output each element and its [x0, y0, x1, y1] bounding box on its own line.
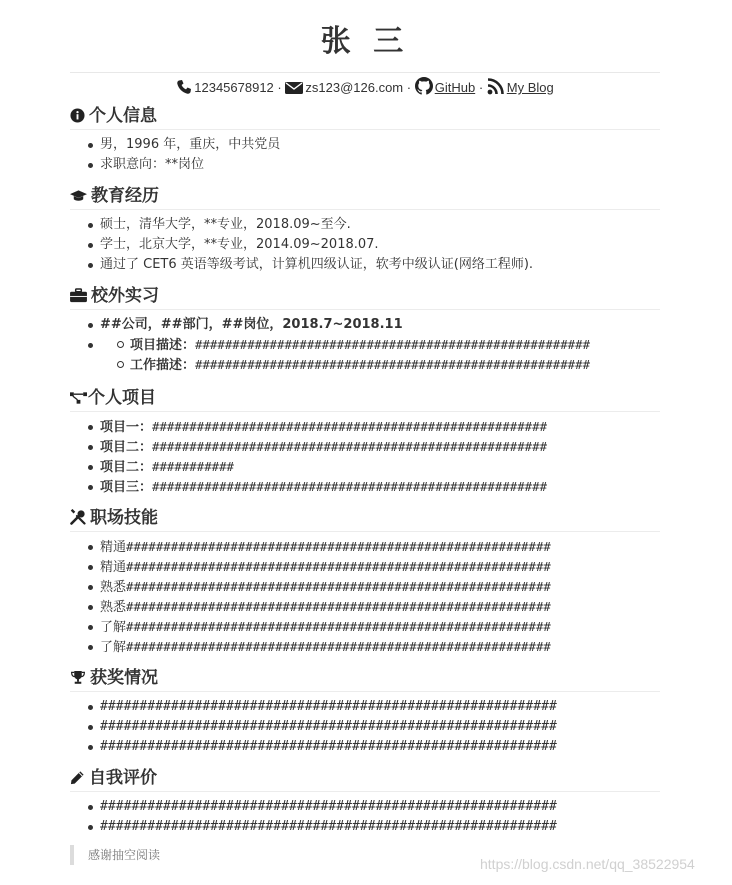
section-internship — [70, 284, 660, 375]
internship-details — [100, 335, 660, 375]
section-self-evaluation — [70, 766, 660, 837]
section-heading: 自我评价 — [70, 766, 660, 792]
graduation-cap-icon — [70, 186, 87, 210]
list-item: ########################################################## — [100, 697, 660, 717]
envelope-icon — [285, 78, 303, 104]
separator: · — [406, 80, 412, 95]
project-diagram-icon — [70, 388, 87, 412]
list-item: 熟悉######################################################### — [100, 577, 660, 597]
section-heading: 个人信息 — [70, 104, 660, 130]
section-heading: 教育经历 — [70, 184, 660, 210]
tools-icon — [70, 508, 86, 532]
list-item: 项目二：##################################################### — [100, 437, 660, 457]
blog-link[interactable]: My Blog — [506, 80, 554, 95]
list-item: 精通######################################################### — [100, 557, 660, 577]
github-icon — [415, 77, 433, 104]
section-personal-info — [70, 104, 660, 175]
info-circle-icon — [70, 106, 85, 130]
list-item: ########################################################## — [100, 737, 660, 757]
section-projects — [70, 386, 660, 497]
contact-line — [70, 75, 660, 101]
rss-icon — [487, 77, 505, 104]
list-item: 硕士，清华大学，**专业，2018.09~至今. — [100, 215, 660, 235]
phone-number: 12345678912 — [194, 80, 274, 95]
pencil-icon — [70, 768, 85, 792]
list-item: 熟悉######################################################### — [100, 597, 660, 617]
closing-quote: 感谢抽空阅读 — [70, 845, 160, 865]
resume-page — [70, 0, 660, 862]
separator: · — [277, 80, 282, 95]
section-heading: 获奖情况 — [70, 666, 660, 692]
resume-name: 张 三 — [70, 12, 660, 73]
list-item: 了解######################################################### — [100, 617, 660, 637]
list-item: ########################################################## — [100, 717, 660, 737]
list-item: 项目一：##################################################### — [100, 417, 660, 437]
section-skills — [70, 506, 660, 657]
list-item: 了解######################################################### — [100, 637, 660, 657]
list-item: 精通######################################################### — [100, 537, 660, 557]
list-item: 工作描述：##################################################### — [130, 355, 660, 375]
separator: · — [478, 80, 484, 95]
section-awards — [70, 666, 660, 757]
internship-entry: ##公司，##部门，##岗位，2018.7~2018.11 — [100, 315, 660, 335]
list-item: 项目三：##################################################### — [100, 477, 660, 497]
list-item: 学士，北京大学，**专业，2014.09~2018.07. — [100, 235, 660, 255]
list-item: 项目描述：##################################################### — [130, 335, 660, 355]
watermark: https://blog.csdn.net/qq_38522954 — [480, 856, 695, 872]
section-heading: 校外实习 — [70, 284, 660, 310]
phone-icon — [176, 78, 192, 104]
section-education — [70, 184, 660, 275]
briefcase-icon — [70, 286, 87, 310]
list-item: 项目二：########### — [100, 457, 660, 477]
list-item: ########################################################## — [100, 797, 660, 817]
github-link[interactable]: GitHub — [434, 80, 476, 95]
email-address: zs123@126.com — [305, 80, 404, 95]
list-item: 求职意向：**岗位 — [100, 155, 660, 175]
section-heading: 个人项目 — [70, 386, 660, 412]
section-heading: 职场技能 — [70, 506, 660, 532]
trophy-icon — [70, 668, 86, 692]
list-item: 通过了 CET6 英语等级考试，计算机四级认证，软考中级认证(网络工程师). — [100, 255, 660, 275]
list-item: ########################################################## — [100, 817, 660, 837]
list-item: 男，1996 年，重庆，中共党员 — [100, 135, 660, 155]
